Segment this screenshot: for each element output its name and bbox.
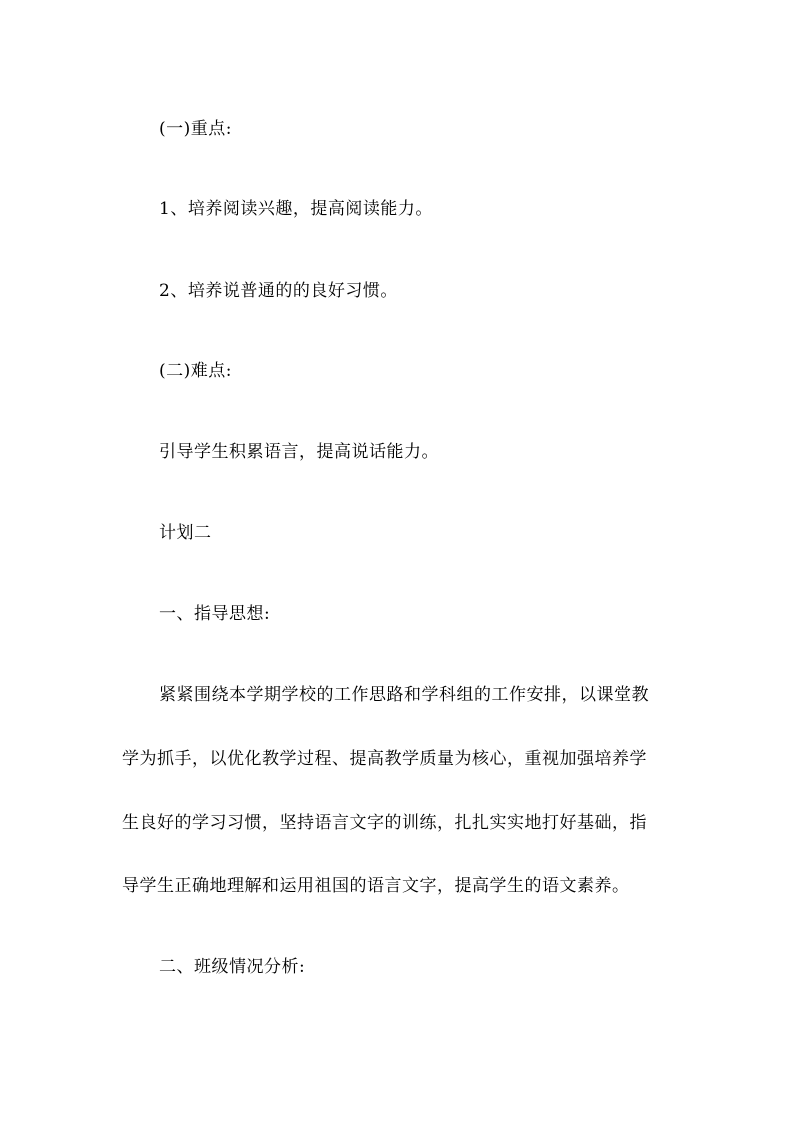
plan-two-title: 计划二 [159,523,212,543]
key-points-heading: (一)重点: [159,119,232,139]
paragraph-line-1: 紧紧围绕本学期学校的工作思路和学科组的工作安排，以课堂教 [159,685,649,705]
paragraph-line-3: 生良好的学习习惯，坚持语言文字的训练，扎扎实实地打好基础，指 [122,813,647,833]
guiding-ideas-heading: 一、指导思想: [159,604,271,624]
paragraph-line-2: 学为抓手，以优化教学过程、提高教学质量为核心，重视加强培养学 [122,749,647,769]
key-point-1: 1、培养阅读兴趣，提高阅读能力。 [159,199,433,219]
class-analysis-heading: 二、班级情况分析: [159,957,306,977]
key-point-2: 2、培养说普通的的良好习惯。 [159,281,398,301]
paragraph-line-4: 导学生正确地理解和运用祖国的语言文字，提高学生的语文素养。 [122,876,630,896]
difficulty-text: 引导学生积累语言，提高说话能力。 [159,442,439,462]
difficulties-heading: (二)难点: [159,361,232,381]
